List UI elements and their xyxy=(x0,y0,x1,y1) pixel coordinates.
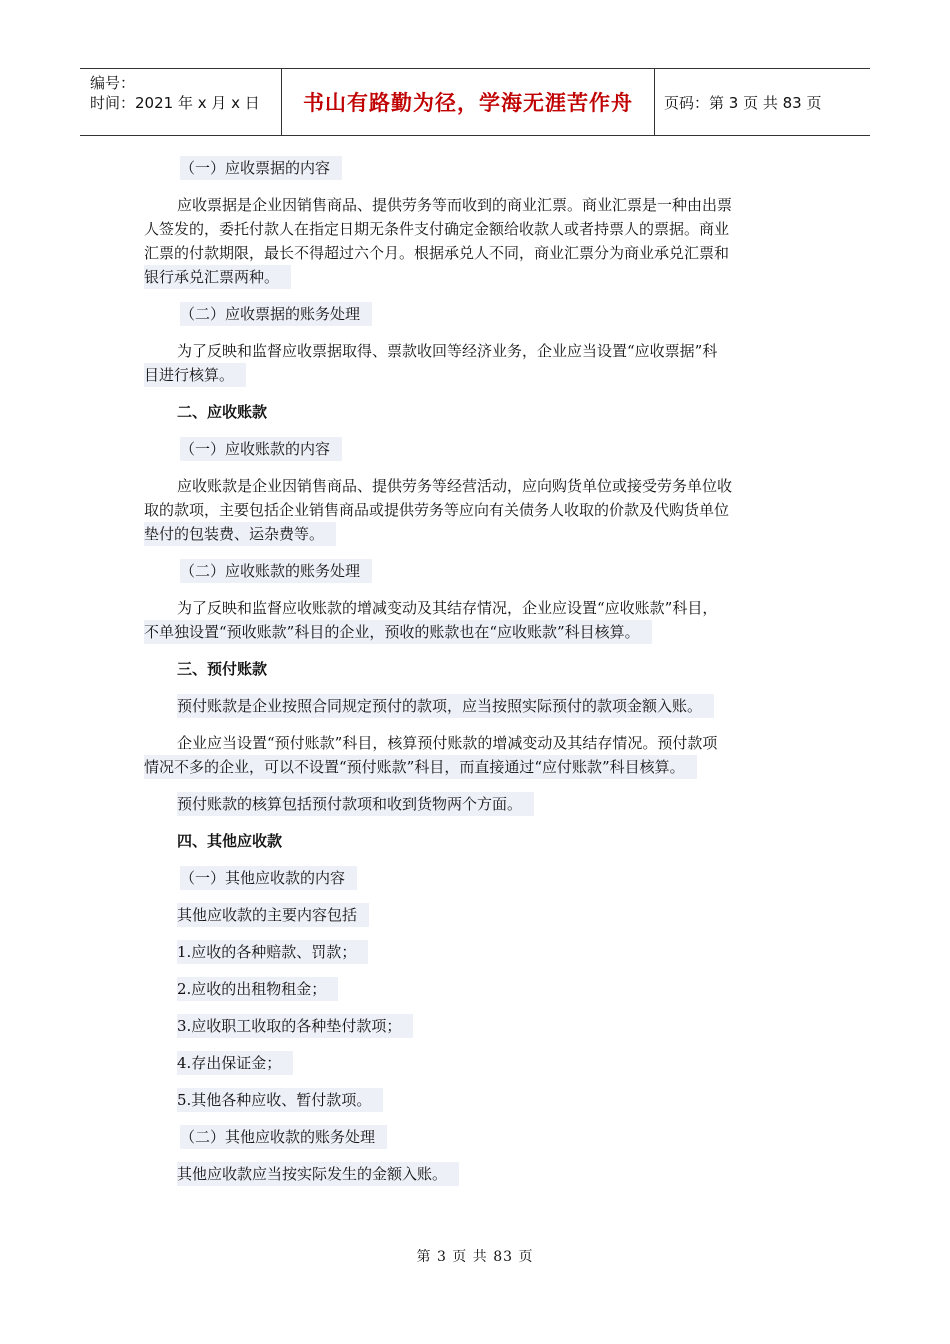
header-motto: 书山有路勤为径，学海无涯苦作舟 xyxy=(282,69,655,135)
paragraph-line: 情况不多的企业，可以不设置“预付账款”科目，而直接通过“应付账款”科目核算。 xyxy=(144,755,697,779)
paragraph-line: 预付账款是企业按照合同规定预付的款项，应当按照实际预付的款项金额入账。 xyxy=(177,694,714,718)
subheading-text: （二）应收账款的账务处理 xyxy=(180,559,372,583)
subheading-text: （一）应收账款的内容 xyxy=(180,437,342,461)
subheading xyxy=(144,559,804,583)
list-item xyxy=(144,1088,804,1112)
list-item-text: 2.应收的出租物租金； xyxy=(177,977,338,1001)
section-heading-text: 四、其他应收款 xyxy=(177,832,283,850)
paragraph-line: 企业应当设置“预付账款”科目，核算预付账款的增减变动及其结存情况。预付款项 xyxy=(177,734,718,752)
section-heading xyxy=(144,829,804,853)
paragraph-line: 应收票据是企业因销售商品、提供劳务等而收到的商业汇票。商业汇票是一种由出票 xyxy=(177,196,733,214)
list-item-text: 5.其他各种应收、暂付款项。 xyxy=(177,1088,383,1112)
paragraph xyxy=(144,596,804,644)
paragraph-line: 银行承兑汇票两种。 xyxy=(144,265,291,289)
section-heading xyxy=(144,400,804,424)
list-item-text: 4.存出保证金； xyxy=(177,1051,293,1075)
paragraph-line: 其他应收款的主要内容包括 xyxy=(177,903,369,927)
subheading xyxy=(144,156,804,180)
paragraph-line: 其他应收款应当按实际发生的金额入账。 xyxy=(177,1162,459,1186)
paragraph-line: 汇票的付款期限，最长不得超过六个月。根据承兑人不同，商业汇票分为商业承兑汇票和 xyxy=(144,244,730,262)
paragraph-line: 为了反映和监督应收票据取得、票款收回等经济业务，企业应当设置“应收票据”科 xyxy=(177,342,718,360)
list-item-text: 3.应收职工收取的各种垫付款项； xyxy=(177,1014,413,1038)
page-footer: 第 3 页 共 83 页 xyxy=(416,1249,534,1265)
list-item xyxy=(144,1014,804,1038)
header-page-info: 页码：第 3 页 共 83 页 xyxy=(664,93,822,112)
section-heading-text: 二、应收账款 xyxy=(177,403,268,421)
list-item-text: 1.应收的各种赔款、罚款； xyxy=(177,940,368,964)
paragraph-line: 应收账款是企业因销售商品、提供劳务等经营活动，应向购货单位或接受劳务单位收 xyxy=(177,477,733,495)
subheading xyxy=(144,1125,804,1149)
document-number-label: 编号： xyxy=(90,74,136,92)
paragraph-line: 人签发的，委托付款人在指定日期无条件支付确定金额给收款人或者持票人的票据。商业 xyxy=(144,220,730,238)
list-item xyxy=(144,1051,804,1075)
document-date: 时间：2021 年 x 月 x 日 xyxy=(90,94,260,112)
subheading-text: （二）应收票据的账务处理 xyxy=(180,302,372,326)
paragraph xyxy=(144,1162,804,1186)
subheading-text: （一）应收票据的内容 xyxy=(180,156,342,180)
list-item xyxy=(144,940,804,964)
section-heading-text: 三、预付账款 xyxy=(177,660,268,678)
paragraph-line: 取的款项，主要包括企业销售商品或提供劳务等应向有关债务人收取的价款及代购货单位 xyxy=(144,501,730,519)
subheading-text: （二）其他应收款的账务处理 xyxy=(180,1125,387,1149)
paragraph xyxy=(144,694,804,718)
paragraph-line: 为了反映和监督应收账款的增减变动及其结存情况，企业应设置“应收账款”科目， xyxy=(177,599,718,617)
paragraph xyxy=(144,792,804,816)
paragraph-line: 预付账款的核算包括预付款项和收到货物两个方面。 xyxy=(177,792,534,816)
subheading xyxy=(144,437,804,461)
paragraph xyxy=(144,903,804,927)
document-body xyxy=(144,156,804,1199)
paragraph-line: 目进行核算。 xyxy=(144,363,246,387)
subheading xyxy=(144,866,804,890)
paragraph-line: 不单独设置“预收账款”科目的企业，预收的账款也在“应收账款”科目核算。 xyxy=(144,620,652,644)
list-item xyxy=(144,977,804,1001)
paragraph-line: 垫付的包装费、运杂费等。 xyxy=(144,522,336,546)
header-meta xyxy=(80,69,282,135)
paragraph xyxy=(144,474,804,546)
section-heading xyxy=(144,657,804,681)
paragraph xyxy=(144,193,804,289)
subheading-text: （一）其他应收款的内容 xyxy=(180,866,357,890)
paragraph xyxy=(144,339,804,387)
page-header xyxy=(80,68,870,136)
paragraph xyxy=(144,731,804,779)
subheading xyxy=(144,302,804,326)
